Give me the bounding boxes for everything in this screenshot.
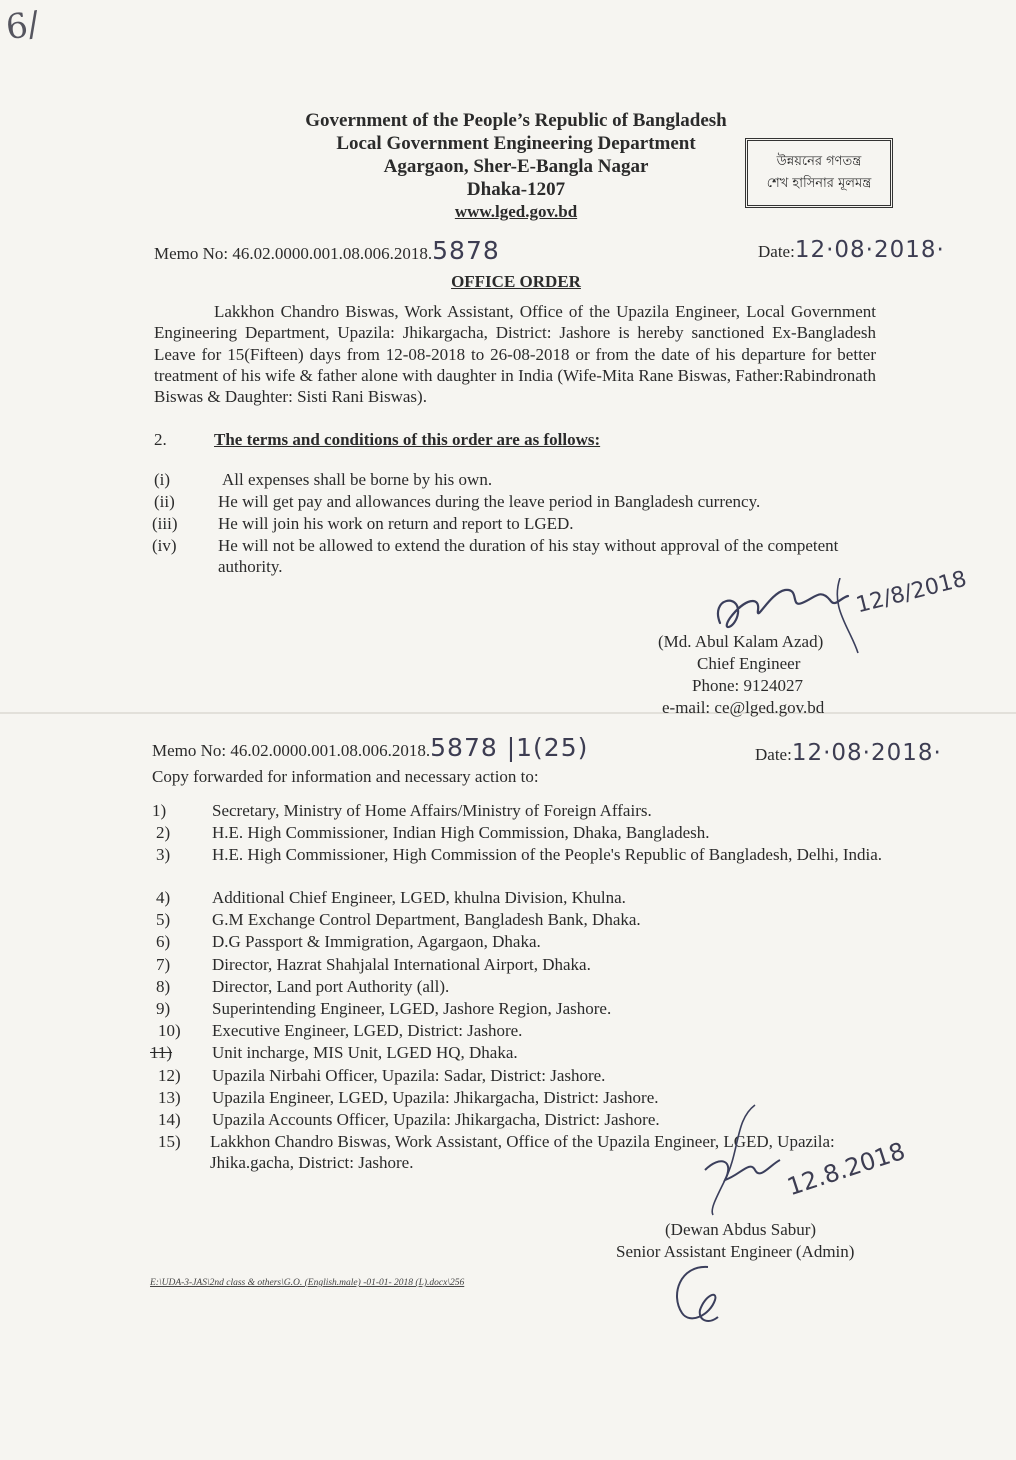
list-marker: 1) bbox=[152, 801, 167, 820]
list-marker: 7) bbox=[156, 955, 171, 974]
list-text: Director, Land port Authority (all). bbox=[212, 977, 450, 996]
list-text: G.M Exchange Control Department, Bangladesh Bank, Dhaka. bbox=[212, 910, 641, 929]
initials-mark bbox=[660, 1255, 740, 1335]
section-number: 2. bbox=[154, 430, 167, 449]
header-department: Local Government Engineering Department bbox=[336, 133, 696, 154]
signatory-name: (Dewan Abdus Sabur) bbox=[665, 1220, 817, 1239]
signatory-designation: Chief Engineer bbox=[697, 654, 801, 673]
list-text: Upazila Engineer, LGED, Upazila: Jhikargacha, District: Jashore. bbox=[212, 1088, 659, 1107]
header-government: Government of the People’s Republic of Bangladesh bbox=[305, 110, 727, 131]
date-label: Date: bbox=[758, 242, 795, 261]
slogan-line-2: শেখ হাসিনার মূলমন্ত্র bbox=[766, 176, 872, 191]
list-marker: 2) bbox=[156, 823, 171, 842]
header-address: Agargaon, Sher-E-Bangla Nagar bbox=[383, 156, 649, 177]
slogan-line-1: উন্নয়নের গণতন্ত্র bbox=[776, 154, 862, 169]
list-text: All expenses shall be borne by his own. bbox=[222, 470, 493, 489]
corner-handwritten-note: 6/ bbox=[3, 3, 42, 49]
list-marker: 9) bbox=[156, 999, 171, 1018]
signature-date-handwritten: 12.8.2018 bbox=[783, 1136, 909, 1202]
list-text: Lakkhon Chandro Biswas, Work Assistant, Office of the Upazila Engineer, LGED, Upazila: Jhika.gacha, District: Jashore. bbox=[210, 1132, 835, 1172]
list-marker: 8) bbox=[156, 977, 171, 996]
list-marker: 6) bbox=[156, 932, 171, 951]
memo-number-2 bbox=[152, 733, 588, 762]
list-text: Director, Hazrat Shahjalal International Airport, Dhaka. bbox=[212, 955, 591, 974]
slogan-box bbox=[745, 138, 893, 208]
list-text: H.E. High Commissioner, High Commission of the People's Republic of Bangladesh, Delhi, India. bbox=[212, 845, 883, 864]
list-text: Upazila Accounts Officer, Upazila: Jhikargacha, District: Jashore. bbox=[212, 1110, 660, 1129]
list-marker: 12) bbox=[158, 1066, 181, 1085]
list-marker: (ii) bbox=[154, 492, 175, 511]
signatory-phone: Phone: 9124027 bbox=[692, 676, 803, 695]
signatory-name: (Md. Abul Kalam Azad) bbox=[658, 632, 824, 651]
list-text: D.G Passport & Immigration, Agargaon, Dhaka. bbox=[212, 932, 541, 951]
memo-handwritten-number: 5878 bbox=[432, 236, 500, 265]
list-text: Secretary, Ministry of Home Affairs/Ministry of Foreign Affairs. bbox=[212, 801, 652, 820]
date-handwritten: 12·08·2018· bbox=[791, 740, 942, 766]
signatory-email[interactable]: e-mail: ce@lged.gov.bd bbox=[662, 698, 825, 717]
signatory-designation: Senior Assistant Engineer (Admin) bbox=[616, 1242, 855, 1261]
list-text: H.E. High Commissioner, Indian High Commission, Dhaka, Bangladesh. bbox=[212, 823, 710, 842]
list-marker: 11) bbox=[150, 1043, 173, 1062]
memo-handwritten-number: 5878 |1(25) bbox=[430, 733, 589, 762]
list-text: Executive Engineer, LGED, District: Jashore. bbox=[212, 1021, 523, 1040]
date-label: Date: bbox=[755, 745, 792, 764]
office-order-title: OFFICE ORDER bbox=[451, 272, 581, 291]
date-handwritten: 12·08·2018· bbox=[794, 237, 945, 263]
list-marker: 4) bbox=[156, 888, 171, 907]
header-city: Dhaka-1207 bbox=[466, 179, 566, 200]
file-path-footer: E:\UDA-3-JAS\2nd class & others\G.O. (English.male) -01-01- 2018 (L).docx\256 bbox=[150, 1278, 465, 1288]
list-text: Additional Chief Engineer, LGED, khulna Division, Khulna. bbox=[212, 888, 626, 907]
list-marker: 10) bbox=[158, 1021, 181, 1040]
list-text: Unit incharge, MIS Unit, LGED HQ, Dhaka. bbox=[212, 1043, 518, 1062]
list-text: He will get pay and allowances during the leave period in Bangladesh currency. bbox=[218, 492, 761, 511]
list-marker: (i) bbox=[154, 470, 171, 489]
header-website[interactable]: www.lged.gov.bd bbox=[454, 202, 578, 221]
list-marker: 15) bbox=[158, 1132, 181, 1151]
list-text: Upazila Nirbahi Officer, Upazila: Sadar, District: Jashore. bbox=[212, 1066, 606, 1085]
list-marker: 3) bbox=[156, 845, 171, 864]
list-marker: (iii) bbox=[152, 514, 178, 533]
memo-date-2 bbox=[755, 740, 942, 766]
signature-date-handwritten: 12/8/2018 bbox=[853, 566, 970, 619]
signatory-block-2 bbox=[600, 1219, 900, 1263]
signatory-block-1 bbox=[640, 631, 880, 719]
list-marker: 14) bbox=[158, 1110, 181, 1129]
terms-list bbox=[0, 469, 1016, 579]
memo-number-1 bbox=[154, 236, 500, 265]
copy-forwarded-heading: Copy forwarded for information and necessary action to: bbox=[152, 767, 539, 786]
list-marker: 5) bbox=[156, 910, 171, 929]
memo-date-1 bbox=[758, 237, 945, 263]
section-title: The terms and conditions of this order are as follows: bbox=[214, 430, 601, 449]
memo-label: Memo No: 46.02.0000.001.08.006.2018. bbox=[152, 741, 431, 760]
list-text: He will not be allowed to extend the duration of his stay without approval of the competent authority. bbox=[218, 536, 839, 576]
list-text: Superintending Engineer, LGED, Jashore Region, Jashore. bbox=[212, 999, 612, 1018]
list-marker: 13) bbox=[158, 1088, 181, 1107]
list-text: He will join his work on return and report to LGED. bbox=[218, 514, 574, 533]
memo-label: Memo No: 46.02.0000.001.08.006.2018. bbox=[154, 244, 433, 263]
order-body-paragraph: Lakkhon Chandro Biswas, Work Assistant, Office of the Upazila Engineer, Local Government Engineering Department, Upazila: Jhikargacha, District: Jashore is hereby sanctioned Ex-Bangladesh Leave for 15(Fifteen) days from 12-08-2018 to 26-08-2018 or from the date of his departure for better treatment of his wife & father alone with daughter in India (Wife-Mita Rane Biswas, Father:Rabindronath Biswas & Daughter: Sisti Rani Biswas). bbox=[154, 302, 876, 407]
list-marker: (iv) bbox=[152, 536, 177, 555]
copy-recipients-list bbox=[0, 800, 1016, 1180]
signature-senior-assistant-engineer bbox=[695, 1100, 815, 1220]
